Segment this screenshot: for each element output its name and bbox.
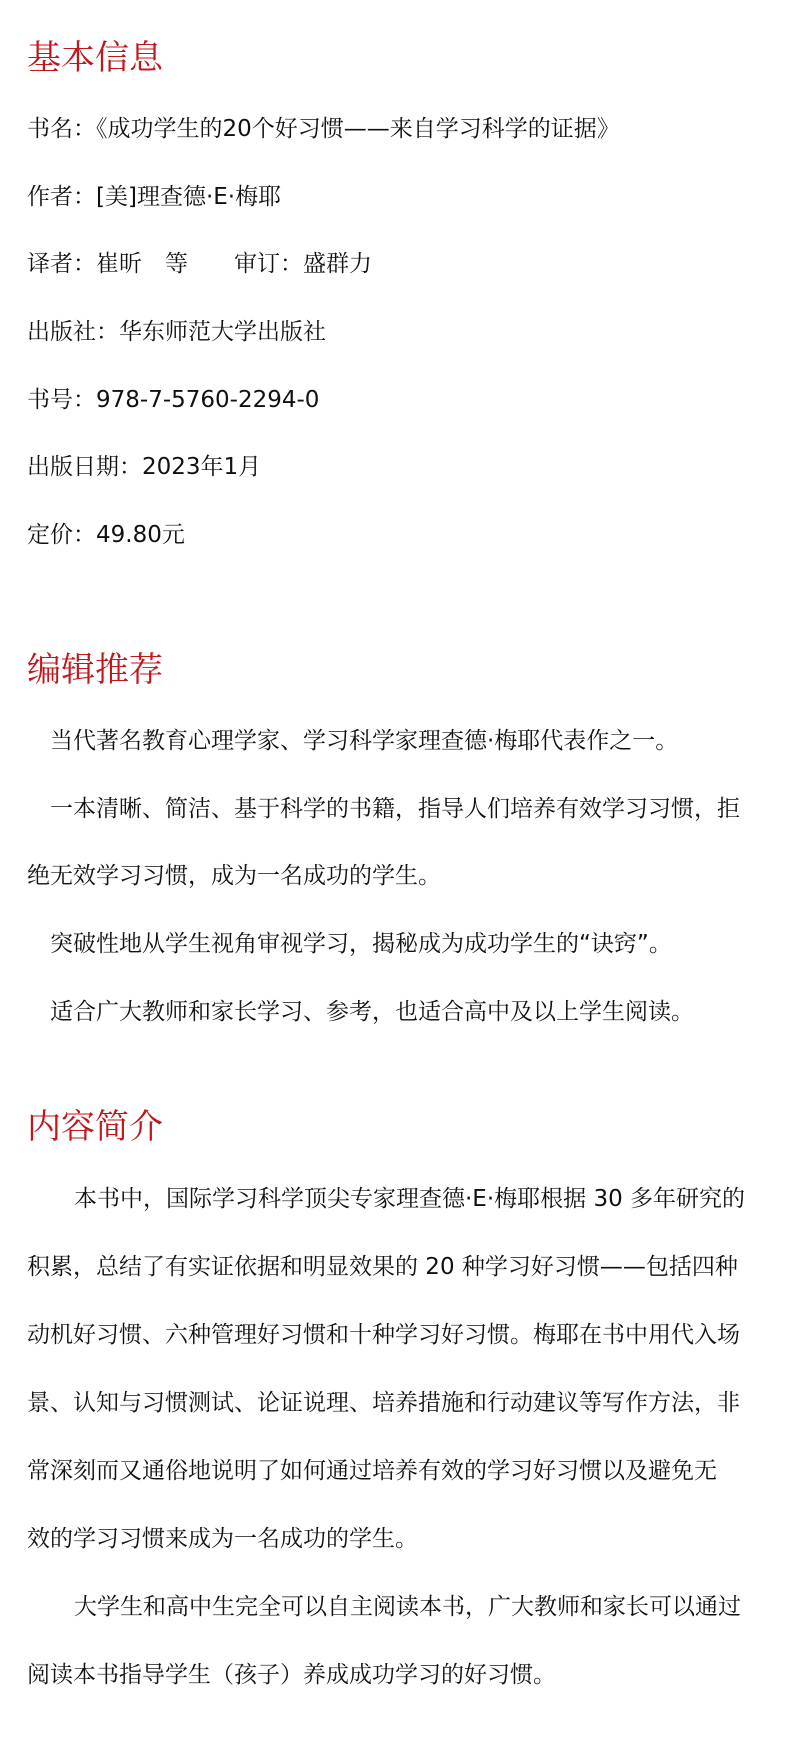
summary-line: 常深刻而又通俗地说明了如何通过培养有效的学习好习惯以及避免无 [27, 1458, 717, 1484]
summary-line: 动机好习惯、六种管理好习惯和十种学习好习惯。梅耶在书中用代入场 [27, 1322, 740, 1348]
summary-line: 积累，总结了有实证依据和明显效果的 20 种学习好习惯——包括四种 [27, 1254, 738, 1280]
summary-line: 本书中，国际学习科学顶尖专家理查德·E·梅耶根据 30 多年研究的 [74, 1186, 746, 1212]
summary-line: 景、认知与习惯测试、论证说理、培养措施和行动建议等写作方法，非 [27, 1390, 740, 1416]
summary-line: 大学生和高中生完全可以自主阅读本书，广大教师和家长可以通过 [74, 1594, 741, 1620]
recommendation-line: 适合广大教师和家长学习、参考，也适合高中及以上学生阅读。 [50, 999, 694, 1025]
publisher-line: 出版社：华东师范大学出版社 [27, 319, 326, 345]
recommendation-line: 当代著名教育心理学家、学习科学家理查德·梅耶代表作之一。 [50, 728, 679, 754]
book-title-line: 书名：《成功学生的20个好习惯——来自学习科学的证据》 [27, 116, 620, 142]
isbn-line: 书号：978-7-5760-2294-0 [27, 387, 320, 413]
summary-line: 效的学习习惯来成为一名成功的学生。 [27, 1526, 418, 1552]
author-line: 作者：[美]理查德·E·梅耶 [27, 184, 282, 210]
translator-line: 译者：崔昕 等 审订：盛群力 [27, 251, 372, 277]
basic-info-heading: 基本信息 [27, 38, 163, 78]
recommendation-line: 一本清晰、简洁、基于科学的书籍，指导人们培养有效学习习惯，拒 [50, 796, 740, 822]
price-line: 定价：49.80元 [27, 522, 185, 548]
content-summary-heading: 内容简介 [27, 1107, 163, 1147]
recommendation-line: 绝无效学习习惯，成为一名成功的学生。 [27, 863, 441, 889]
editor-recommendation-heading: 编辑推荐 [27, 650, 163, 690]
recommendation-line: 突破性地从学生视角审视学习，揭秘成为成功学生的“诀窍”。 [50, 931, 672, 957]
summary-line: 阅读本书指导学生（孩子）养成成功学习的好习惯。 [27, 1662, 556, 1688]
publish-date-line: 出版日期：2023年1月 [27, 454, 262, 480]
